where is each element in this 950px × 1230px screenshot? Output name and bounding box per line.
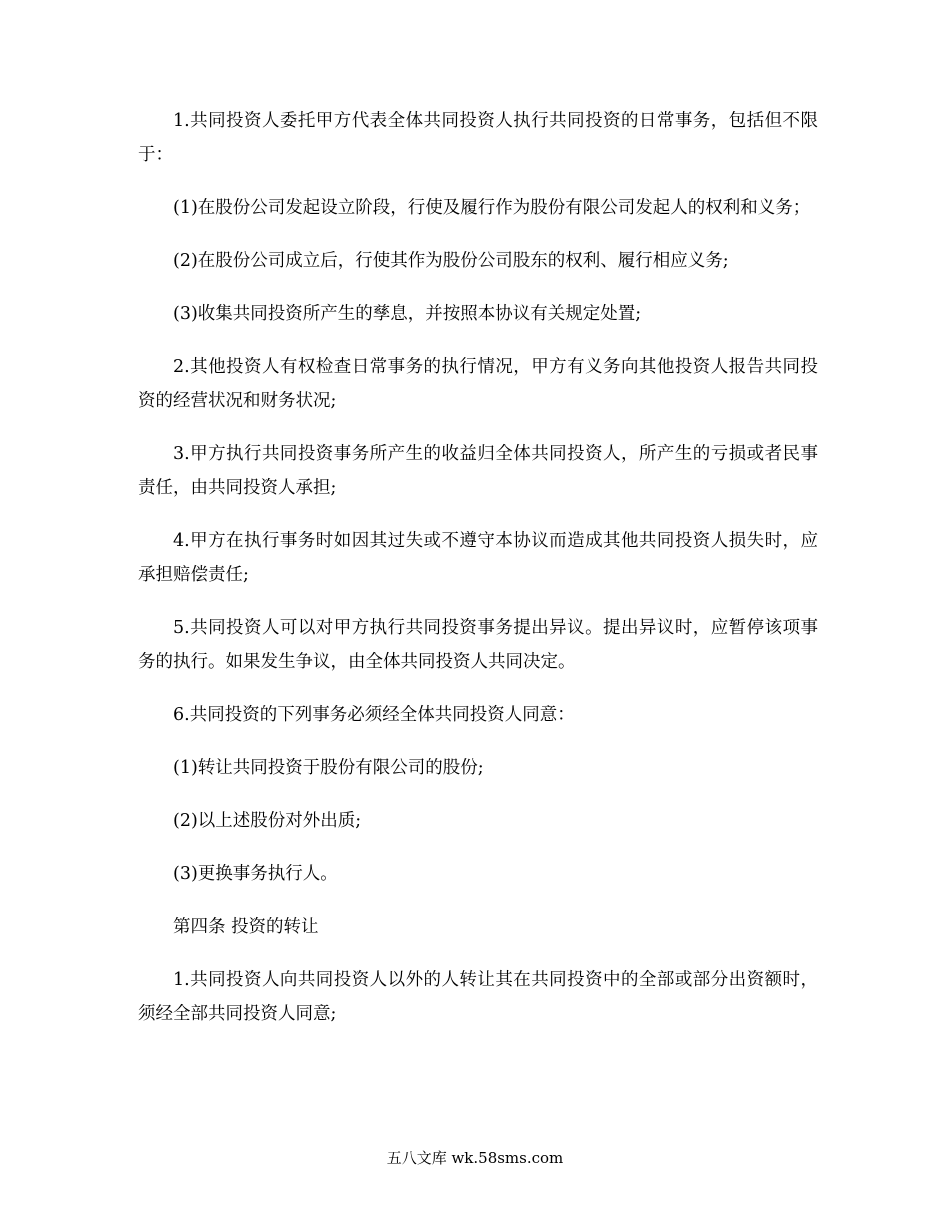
section-heading: 第四条 投资的转让 <box>173 917 319 937</box>
paragraph-3: (2)在股份公司成立后，行使其作为股份公司股东的权利、履行相应义务; <box>173 251 729 271</box>
page-footer: 五八文库 wk.58sms.com <box>386 1149 564 1167</box>
paragraph-1: 1.共同投资人委托甲方代表全体共同投资人执行共同投资的日常事务，包括但不限于： <box>138 111 818 165</box>
paragraph-2: (1)在股份公司发起设立阶段，行使及履行作为股份有限公司发起人的权利和义务； <box>173 198 811 218</box>
paragraph-10: (1)转让共同投资于股份有限公司的股份; <box>173 758 484 778</box>
paragraph-11: (2)以上述股份对外出质; <box>173 811 362 831</box>
paragraph-7: 4.甲方在执行事务时如因其过失或不遵守本协议而造成其他共同投资人损失时，应承担赔偿责任; <box>138 531 818 585</box>
paragraph-12: (3)更换事务执行人。 <box>173 864 338 884</box>
paragraph-14: 1.共同投资人向共同投资人以外的人转让其在共同投资中的全部或部分出资额时，须经全部共同投资人同意; <box>138 970 818 1024</box>
paragraph-4: (3)收集共同投资所产生的孳息，并按照本协议有关规定处置; <box>173 304 642 324</box>
paragraph-5: 2.其他投资人有权检查日常事务的执行情况，甲方有义务向其他投资人报告共同投资的经营状况和财务状况; <box>138 357 818 411</box>
paragraph-9: 6.共同投资的下列事务必须经全体共同投资人同意： <box>173 705 575 725</box>
document-body <box>138 104 818 1050</box>
paragraph-8: 5.共同投资人可以对甲方执行共同投资事务提出异议。提出异议时，应暂停该项事务的执行。如果发生争议，由全体共同投资人共同决定。 <box>138 618 818 672</box>
paragraph-6: 3.甲方执行共同投资事务所产生的收益归全体共同投资人，所产生的亏损或者民事责任，由共同投资人承担; <box>138 444 818 498</box>
